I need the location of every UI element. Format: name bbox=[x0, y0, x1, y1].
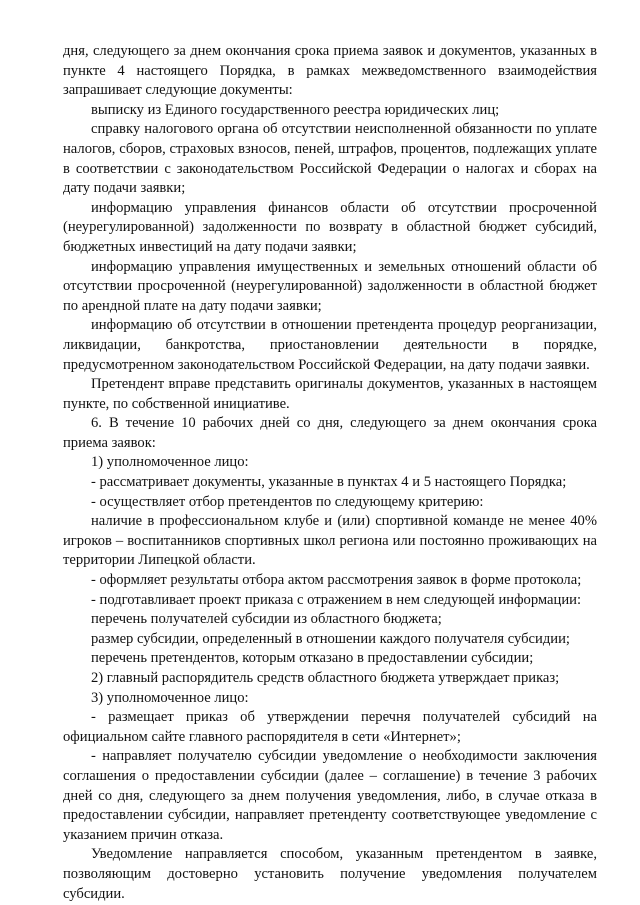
paragraph-tax-certificate: справку налогового органа об отсутствии неисполненной обязанности по уплате налогов, сборов, страховых взносов, пеней, штрафов, процентов, подлежащих уплате в соответствии с законодательством Российской Федерации о налогах и сборах на дату подачи заявки; bbox=[63, 121, 597, 197]
paragraph-send-notice: - направляет получателю субсидии уведомление о необходимости заключения соглашения о предоставлении субсидии (далее – соглашение) в течение 3 рабочих дней со дня, следующего за днем получения уведомления, либо, в случае отказа в предоставлении субсидии, направляет претенденту соответствующее уведомление с указанием причин отказа. bbox=[63, 748, 597, 843]
paragraph-recipients-list: перечень получателей субсидии из областного бюджета; bbox=[91, 611, 442, 628]
paragraph-originals: Претендент вправе представить оригиналы документов, указанных в настоящем пункте, по собственной инициативе. bbox=[63, 376, 597, 412]
paragraph-selection: - осуществляет отбор претендентов по следующему критерию: bbox=[91, 493, 484, 510]
paragraph-criterion: наличие в профессиональном клубе и (или) спортивной команде не менее 40% игроков – воспитанников спортивных школ региона или постоянно проживающих на территории Липецкой области. bbox=[63, 513, 597, 569]
paragraph-finance-info: информацию управления финансов области об отсутствии просроченной (неурегулированной) задолженности по возврату в областной бюджет субсидий, бюджетных инвестиций на дату подачи заявки; bbox=[63, 199, 597, 255]
paragraph-protocol: - оформляет результаты отбора актом рассмотрения заявок в форме протокола; bbox=[91, 572, 582, 589]
paragraph-refused-list: перечень претендентов, которым отказано в предоставлении субсидии; bbox=[91, 650, 534, 667]
paragraph-sub-2: 2) главный распорядитель средств областного бюджета утверждает приказ; bbox=[91, 670, 560, 686]
paragraph-egrul: выписку из Единого государственного реестра юридических лиц; bbox=[91, 101, 500, 118]
paragraph-sub-3: 3) уполномоченное лицо: bbox=[91, 689, 249, 706]
paragraph-subsidy-amount: размер субсидии, определенный в отношении каждого получателя субсидии; bbox=[91, 630, 570, 647]
paragraph-continuation: дня, следующего за днем окончания срока приема заявок и документов, указанных в пункте 4 настоящего Порядка, в рамках межведомственного взаимодействия запрашивает следующие документы: bbox=[63, 43, 597, 99]
paragraph-notice-method: Уведомление направляется способом, указанным претендентом в заявке, позволяющим достоверно установить получение уведомления получателем субсидии. bbox=[63, 846, 597, 902]
paragraph-reviews: - рассматривает документы, указанные в пунктах 4 и 5 настоящего Порядка; bbox=[91, 474, 567, 491]
paragraph-sub-1: 1) уполномоченное лицо: bbox=[91, 454, 249, 471]
paragraph-bankruptcy-info: информацию об отсутствии в отношении претендента процедур реорганизации, ликвидации, банкротства, приостановлении деятельности в порядке, предусмотренном законодательством Российской Федерации, на дату подачи заявки. bbox=[63, 317, 597, 373]
paragraph-publish-order: - размещает приказ об утверждении перечня получателей субсидий на официальном сайте главного распорядителя в сети «Интернет»; bbox=[63, 709, 597, 745]
paragraph-property-info: информацию управления имущественных и земельных отношений области об отсутствии просроченной (неурегулированной) задолженности в областной бюджет по арендной плате на дату подачи заявки; bbox=[63, 258, 597, 314]
paragraph-item-6: 6. В течение 10 рабочих дней со дня, следующего за днем окончания срока приема заявок: bbox=[63, 415, 597, 451]
paragraph-order-draft: - подготавливает проект приказа с отражением в нем следующей информации: bbox=[91, 591, 581, 608]
